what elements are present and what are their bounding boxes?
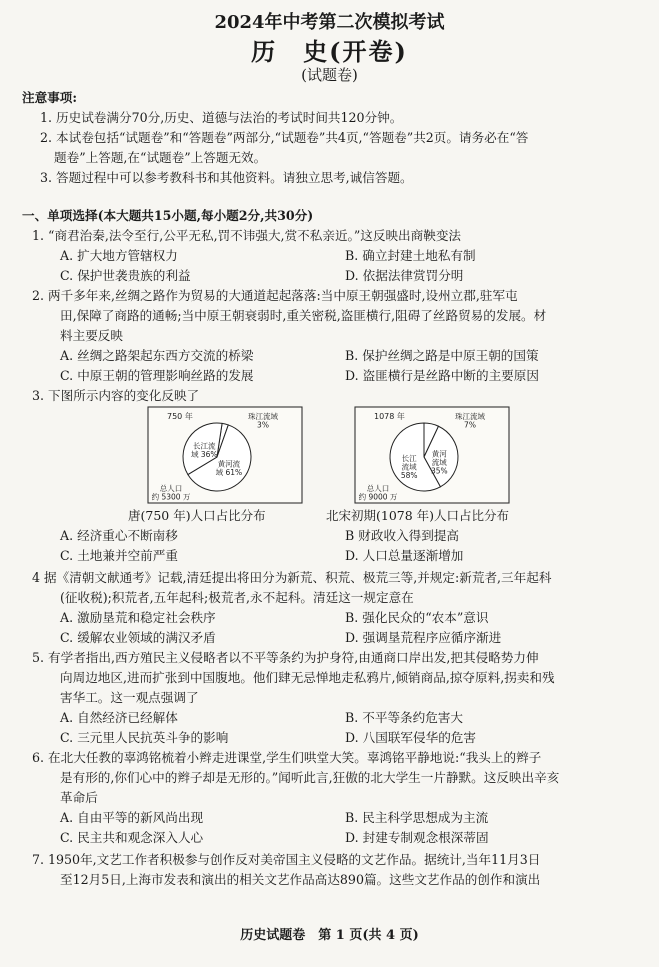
chart-caption-tang: 唐(750 年)人口占比分布 (128, 508, 266, 523)
question-2-option-b: B. 保护丝绸之路是中原王朝的国策 (345, 348, 539, 363)
question-6-stem-line2: 是有形的,你们心中的辫子却是无形的。”闻听此言,狂傲的北大学生一片静默。这反映出辛亥 (60, 770, 560, 785)
question-6-option-b: B. 民主科学思想成为主流 (345, 810, 489, 825)
question-4-option-b: B. 强化民众的“农本”意识 (345, 610, 489, 625)
question-5-option-a: A. 自然经济已经解体 (60, 710, 178, 725)
question-1-option-b: B. 确立封建土地私有制 (345, 248, 476, 263)
pie-label-2: 黄河流域 35% (430, 449, 448, 476)
question-3-stem: 3. 下图所示内容的变化反映了 (32, 388, 200, 403)
chart-year-label: 1078 年 (374, 412, 405, 421)
question-2-option-d: D. 盗匪横行是丝路中断的主要原因 (345, 368, 539, 383)
question-2-stem-line1: 2. 两千多年来,丝绸之路作为贸易的大通道起起落落:当中原王朝强盛时,设州立郡,驻军屯 (32, 288, 518, 303)
question-4-stem-line2: (征收税);积荒者,五年起科;极荒者,永不起科。清廷这一规定意在 (60, 590, 414, 605)
question-6-stem-line1: 6. 在北大任教的辜鸿铭梳着小辫走进课堂,学生们哄堂大笑。辜鸿铭平静地说:“我头上的辫子 (32, 750, 542, 765)
notice-item-3: 3. 答题过程中可以参考教科书和其他资料。请独立思考,诚信答题。 (40, 170, 413, 185)
subject-title: 历 史(开卷) (251, 37, 408, 66)
question-1-option-d: D. 依据法律赏罚分明 (345, 268, 464, 283)
question-3-option-d: D. 人口总量逐渐增加 (345, 548, 464, 563)
question-6-stem-line3: 革命后 (60, 790, 98, 805)
pie-label-3: 珠江流域 3% (248, 412, 278, 430)
question-5-option-d: D. 八国联军侵华的危害 (345, 730, 476, 745)
question-2-option-a: A. 丝绸之路架起东西方交流的桥梁 (60, 348, 254, 363)
pie-chart-song-1078 (352, 405, 512, 505)
question-5-option-c: C. 三元里人民抗英斗争的影响 (60, 730, 229, 745)
total-population-label: 总人口约 9000 万 (358, 484, 398, 502)
question-3-option-b: B 财政收入得到提高 (345, 528, 460, 543)
question-4-option-c: C. 缓解农业领域的满汉矛盾 (60, 630, 216, 645)
question-6-option-d: D. 封建专制观念根深蒂固 (345, 830, 489, 845)
total-population-label: 总人口约 5300 万 (151, 484, 191, 502)
chart-caption-song: 北宋初期(1078 年)人口占比分布 (326, 508, 510, 523)
chart-year-label: 750 年 (167, 412, 193, 421)
question-6-option-a: A. 自由平等的新风尚出现 (60, 810, 204, 825)
question-4-stem-line1: 4 据《清朝文献通考》记载,清廷提出将田分为新荒、积荒、极荒三等,并规定:新荒者,三年起科 (32, 570, 552, 585)
notice-item-1: 1. 历史试卷满分70分,历史、道德与法治的考试时间共120分钟。 (40, 110, 403, 125)
notice-item-2-cont: 题卷”上答题,在“试题卷”上答题无效。 (54, 150, 267, 165)
question-3-option-a: A. 经济重心不断南移 (60, 528, 178, 543)
paper-type: (试题卷) (301, 66, 358, 84)
question-2-stem-line3: 料主要反映 (60, 328, 123, 343)
pie-label-2: 长江流域 36% (191, 441, 218, 459)
exam-title: 2024年中考第二次模拟考试 (214, 12, 445, 33)
pie-chart-tang-750 (145, 405, 305, 505)
question-5-option-b: B. 不平等条约危害大 (345, 710, 464, 725)
question-4-option-a: A. 激励垦荒和稳定社会秩序 (60, 610, 216, 625)
question-7-stem-line1: 7. 1950年,文艺工作者积极参与创作反对美帝国主义侵略的文艺作品。据统计,当年11月3日 (32, 852, 541, 867)
question-7-stem-line2: 至12月5日,上海市发表和演出的相关文艺作品高达890篇。这些文艺作品的创作和演出 (60, 872, 541, 887)
question-6-option-c: C. 民主共和观念深入人心 (60, 830, 204, 845)
question-5-stem-line1: 5. 有学者指出,西方殖民主义侵略者以不平等条约为护身符,由通商口岸出发,把其侵略势力伸 (32, 650, 539, 665)
notice-item-2: 2. 本试卷包括“试题卷”和“答题卷”两部分,“试题卷”共4页,“答题卷”共2页。请务必在“答 (40, 130, 529, 145)
question-1-option-c: C. 保护世袭贵族的利益 (60, 268, 191, 283)
question-5-stem-line3: 害华工。这一观点强调了 (60, 690, 199, 705)
notice-heading: 注意事项: (22, 90, 78, 105)
pie-label-1: 长江流域 58% (400, 453, 418, 480)
pie-label-1: 黄河流域 61% (215, 459, 243, 478)
section-heading: 一、单项选择(本大题共15小题,每小题2分,共30分) (22, 208, 314, 223)
question-5-stem-line2: 向周边地区,进而扩张到中国腹地。他们肆无忌惮地走私鸦片,倾销商品,掠夺原料,拐卖和残 (60, 670, 555, 685)
pie-label-3: 珠江流域 7% (455, 412, 485, 430)
question-1-stem: 1. “商君治秦,法令至行,公平无私,罚不讳强大,赏不私亲近。”这反映出商鞅变法 (32, 228, 462, 243)
question-3-option-c: C. 土地兼并空前严重 (60, 548, 178, 563)
question-1-option-a: A. 扩大地方管辖权力 (60, 248, 178, 263)
question-4-option-d: D. 强调垦荒程序应循序渐进 (345, 630, 502, 645)
page-footer: 历史试题卷 第 1 页(共 4 页) (240, 928, 419, 943)
question-2-stem-line2: 田,保障了商路的通畅;当中原王朝衰弱时,重关密税,盗匪横行,阻碍了丝路贸易的发展。材 (60, 308, 547, 323)
question-2-option-c: C. 中原王朝的管理影响丝路的发展 (60, 368, 254, 383)
